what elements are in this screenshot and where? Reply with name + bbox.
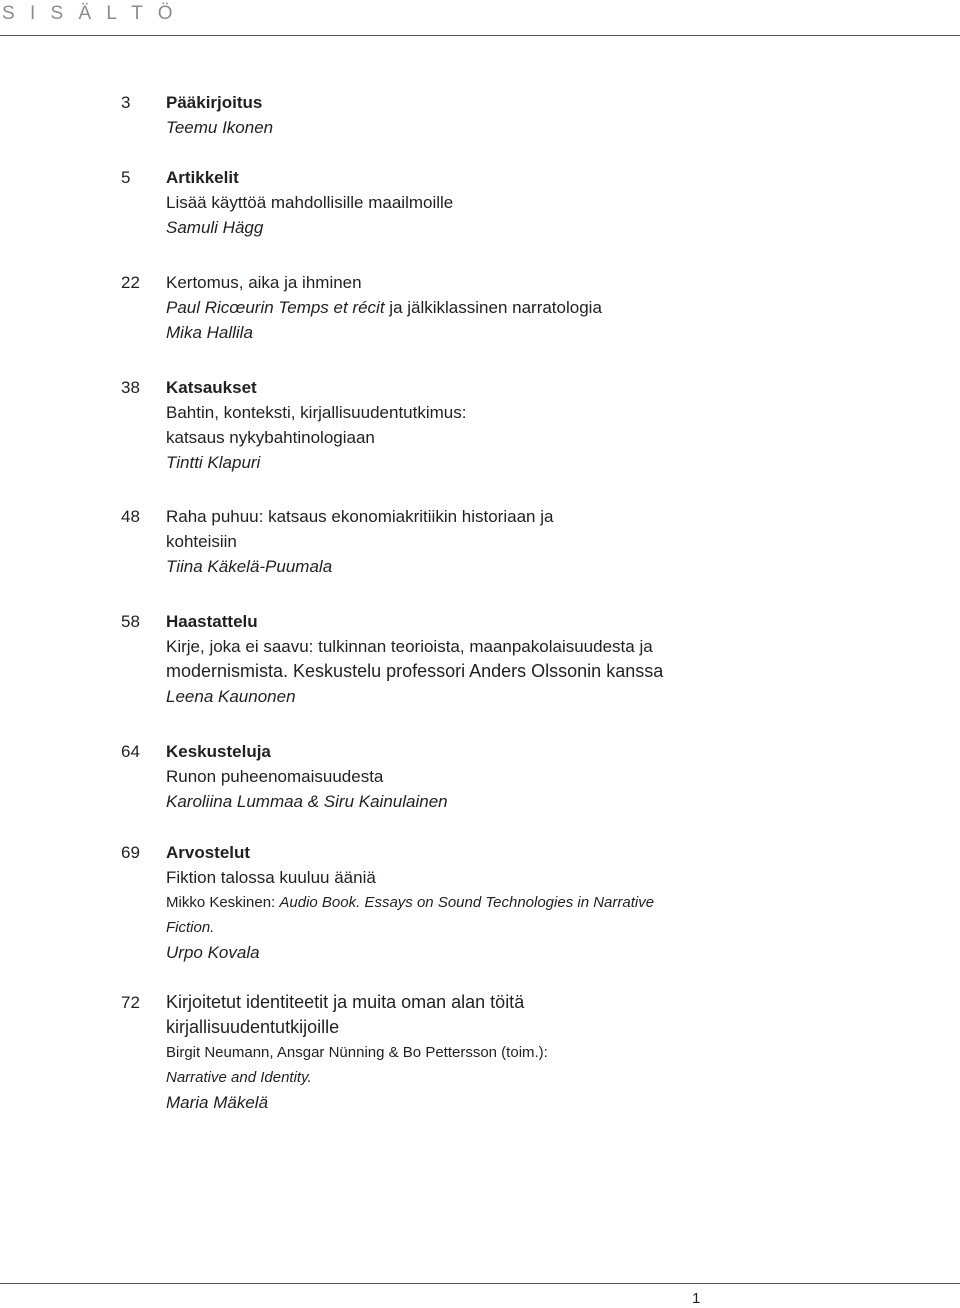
toc-review-info: [166, 890, 956, 915]
toc-entry-lines: [166, 375, 956, 475]
toc-entry-lines: [166, 840, 956, 965]
toc-title: Kertomus, aika ja ihminen: [166, 273, 362, 292]
toc-page-number: 5: [121, 168, 131, 187]
toc-section-heading: Keskusteluja: [166, 742, 271, 761]
toc-entry-lines: [166, 990, 956, 1115]
toc-entry-lines: [166, 90, 956, 140]
toc-review-info: Birgit Neumann, Ansgar Nünning & Bo Pettersson (toim.):: [166, 1044, 548, 1061]
toc-title-rest: ja jälkiklassinen narratologia: [384, 298, 602, 317]
toc-title: Raha puhuu: katsaus ekonomiakritiikin historiaan ja: [166, 507, 554, 526]
toc-author: Tiina Käkelä-Puumala: [166, 557, 333, 576]
toc-title: Runon puheenomaisuudesta: [166, 767, 384, 786]
toc-entry-lines: [166, 739, 956, 814]
toc-title: Bahtin, konteksti, kirjallisuudentutkimus:: [166, 403, 467, 422]
toc-page-number: 48: [121, 507, 140, 526]
toc-title: Kirje, joka ei saavu: tulkinnan teorioista, maanpakolaisuudesta ja: [166, 637, 653, 656]
toc-entry-lines: [166, 504, 956, 579]
toc-page-number: 3: [121, 93, 131, 112]
toc-title: modernismista. Keskustelu professori Anders Olssonin kanssa: [166, 661, 664, 681]
toc-author: Maria Mäkelä: [166, 1093, 269, 1112]
toc-review-book-title: Audio Book. Essays on Sound Technologies in Narrative: [279, 894, 655, 911]
page-header-title: S I S Ä L T Ö: [2, 3, 178, 24]
toc-section-heading: Artikkelit: [166, 168, 239, 187]
toc-review-info: Narrative and Identity.: [166, 1069, 312, 1086]
toc-title: Fiktion talossa kuuluu ääniä: [166, 868, 376, 887]
toc-entry-lines: [166, 270, 956, 345]
toc-title-italic: Paul Ricœurin Temps et récit: [166, 298, 385, 317]
toc-author: Tintti Klapuri: [166, 453, 261, 472]
toc-title: Lisää käyttöä mahdollisille maailmoille: [166, 193, 454, 212]
toc-entry-lines: [166, 165, 956, 240]
toc-page-number: 64: [121, 742, 140, 761]
toc-page-number: 72: [121, 993, 140, 1012]
toc-title: [166, 295, 956, 320]
toc-page-number: 69: [121, 843, 140, 862]
toc-section-heading: Haastattelu: [166, 612, 258, 631]
toc-page-number: 22: [121, 273, 140, 292]
toc-title: kohteisiin: [166, 532, 237, 551]
toc-section-heading: Katsaukset: [166, 378, 257, 397]
toc-author: Mika Hallila: [166, 323, 253, 342]
footer-rule: [0, 1283, 960, 1284]
toc-page-number: 58: [121, 612, 140, 631]
toc-author: Leena Kaunonen: [166, 687, 296, 706]
toc-review-author: Mikko Keskinen:: [166, 894, 280, 911]
toc-entry-lines: [166, 609, 956, 709]
footer-page-number: 1: [692, 1290, 701, 1307]
toc-title: Kirjoitetut identiteetit ja muita oman alan töitä: [166, 992, 525, 1012]
toc-author: Urpo Kovala: [166, 943, 260, 962]
toc-author: Teemu Ikonen: [166, 118, 274, 137]
header-rule: [0, 35, 960, 36]
toc-section-heading: Arvostelut: [166, 843, 251, 862]
toc-title: katsaus nykybahtinologiaan: [166, 428, 375, 447]
toc-review-info: Fiction.: [166, 919, 215, 936]
toc-author: Samuli Hägg: [166, 218, 264, 237]
toc-author: Karoliina Lummaa & Siru Kainulainen: [166, 792, 448, 811]
toc-section-heading: Pääkirjoitus: [166, 93, 263, 112]
toc-title: kirjallisuudentutkijoille: [166, 1017, 340, 1037]
toc-page-number: 38: [121, 378, 140, 397]
